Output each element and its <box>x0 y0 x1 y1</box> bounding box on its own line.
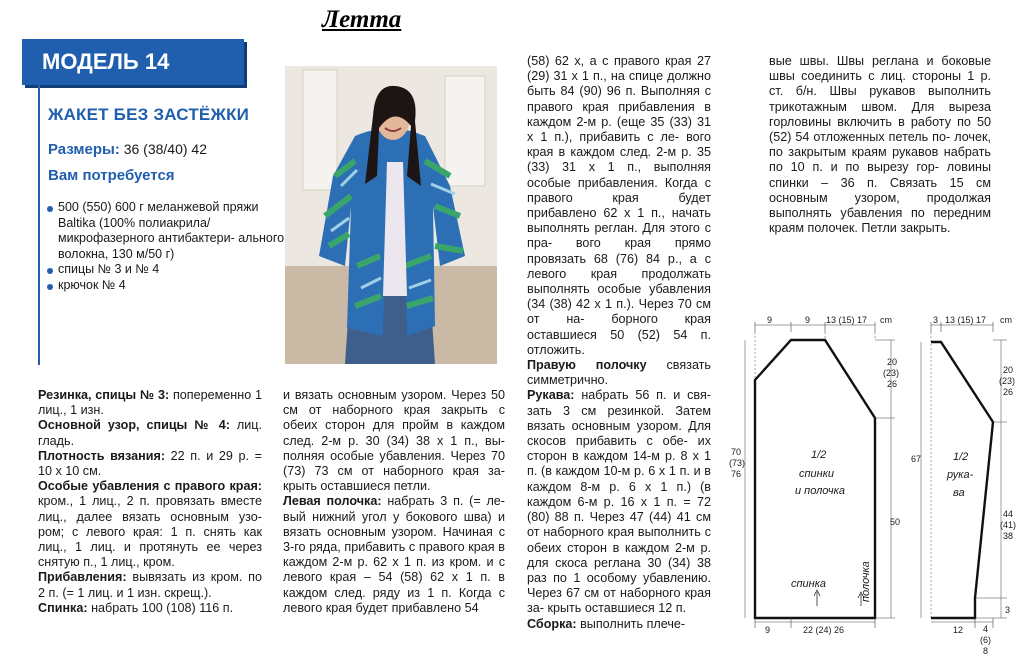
main-pattern-label: Основной узор, спицы № 4: <box>38 418 230 433</box>
increase-text: вывязать из кром. по 2 п. (= 1 лиц. и 1 изн. скрещ.). <box>38 570 262 600</box>
body-right-lower-dim: 50 <box>890 517 901 527</box>
sleeves-paragraph <box>527 388 711 616</box>
body-top-mid-dim: 9 <box>805 315 811 325</box>
decrease-paragraph <box>38 479 262 570</box>
materials-heading: Вам потребуется <box>48 167 175 184</box>
model-photo <box>285 66 497 364</box>
density-text: 22 п. и 29 р. = 10 х 10 см. <box>38 448 262 479</box>
body-piece-label: и полочка <box>795 485 845 497</box>
material-item: 500 (550) 600 г меланжевой пряжи Baltika (100% полиакрила/ микрофазерного антибактери- ального волокна, 130 м/50 г) <box>46 200 286 262</box>
sleeve-unit: cm <box>1000 315 1012 325</box>
sleeve-piece-label: ва <box>953 487 965 499</box>
material-item: спицы № 3 и № 4 <box>46 262 286 278</box>
text-column-1 <box>38 388 262 616</box>
assembly-text: выполнить плече- <box>580 616 686 631</box>
sleeve-piece-label: 1/2 <box>953 451 969 463</box>
increase-label: Прибавления: <box>38 570 127 585</box>
left-front-label: Левая полочка: <box>283 494 382 509</box>
body-left-total-dim: 70 <box>731 447 742 457</box>
main-pattern-paragraph <box>38 418 262 448</box>
sizes-label: Размеры: <box>48 141 120 158</box>
sleeve-bottom-right-dim: 4 <box>983 624 989 634</box>
body-piece-label: 1/2 <box>811 449 827 461</box>
sleeve-piece-label: рука- <box>947 469 974 481</box>
body-right-upper-dim: (23) <box>883 368 900 378</box>
sleeve-right-upper-dim: 26 <box>1003 387 1014 397</box>
sleeve-right-mid-dim: (41) <box>1000 520 1017 530</box>
body-piece-label: спинки <box>799 468 835 480</box>
body-right-upper-dim: 20 <box>887 357 898 367</box>
back-continued-paragraph: и вязать основным узором. Через 50 см от наборного края закрыть с обеих сторон для пройм в каждом след. 2-м р. 30 (34) 38 х 1 п., вы- полняя особые убавления. Через 70 (73) 73 см от наборного края за- крыть оставшиеся петли. <box>283 388 505 494</box>
watermark-title: Летта <box>322 6 402 33</box>
model-header: МОДЕЛЬ 14 <box>22 39 244 85</box>
sleeve-bottom-left-dim: 12 <box>953 625 964 635</box>
main-pattern-text: лиц. гладь. <box>38 418 263 448</box>
back-label: Спинка: <box>38 600 88 615</box>
left-front-text: набрать 3 п. (= ле- вый нижний угол у бокового шва) и вязать основным узором. Начиная с 3-го ряда, прибавить с правого края в каждом 2-м р. 62 х 1 п. из кром. и с левого края – 54 (58) 62 х 1 п. в каждом след. ряду из 1 п. Когда с левого края будет прибавлено 54 <box>283 494 505 615</box>
sleeve-top-right-dim: 13 (15) 17 <box>945 315 987 325</box>
decrease-text: кром., 1 лиц., 2 п. провязать вместе лиц., далее вязать основным узо- ром; с левого края: 1 п. снять как лиц., 1 лиц. и протянуть ее через снятую п., 1 лиц., кром. <box>38 494 262 570</box>
body-bottom-left-dim: 9 <box>765 625 771 635</box>
body-schematic <box>729 315 900 635</box>
rib-label: Резинка, спицы № 3: <box>38 388 170 402</box>
right-front-text: связать симметрично. <box>527 358 711 388</box>
pattern-title: ЖАКЕТ БЕЗ ЗАСТЁЖКИ <box>48 105 250 124</box>
rib-paragraph <box>38 388 262 418</box>
assembly-paragraph <box>527 617 711 632</box>
decrease-label: Особые убавления с правого края: <box>38 479 262 494</box>
body-top-left-dim: 9 <box>767 315 773 325</box>
body-left-total-dim: (73) <box>729 458 746 468</box>
right-front-paragraph <box>527 358 711 388</box>
sleeve-right-bottom-dim: 3 <box>1005 605 1011 615</box>
body-top-right-dim: 13 (15) 17 <box>826 315 868 325</box>
material-item: крючок № 4 <box>46 278 286 294</box>
sleeve-right-mid-dim: 44 <box>1003 509 1014 519</box>
sleeve-schematic <box>911 315 1016 656</box>
text-column-2 <box>283 388 505 616</box>
right-front-label: Правую полочку <box>527 358 647 373</box>
back-piece-label: спинка <box>791 578 827 590</box>
body-unit: cm <box>880 315 892 325</box>
sleeves-label: Рукава: <box>527 388 575 403</box>
text-column-3 <box>527 54 711 632</box>
sleeves-text: набрать 56 п. и свя- зать 3 см резинкой. Затем вязать основным узором. Для скосов прибавить с обе- их сторон в каждом 14-м р. 8 х 1 п. (в каждом 10-м р. 6 х 1 п. и в каждом 8-м р. 6 х 1 п.) (в каждом 6-м р. 16 х 1 п. = 72 (80) 88 п. Через 47 (44) 41 см от наборного края выполнить с обеих сторон в каждом 2-м р. для скоса реглана 30 (34) 38 раз по 1 особому убавлению. Через 67 см от наборного края за- крыть оставшиеся 12 п. <box>527 388 711 616</box>
back-text: набрать 100 (108) 116 п. <box>91 600 234 615</box>
sleeve-left-total-dim: 67 <box>911 454 922 464</box>
front-piece-label: полочка <box>860 561 872 602</box>
pattern-schematic <box>725 310 1024 663</box>
density-label: Плотность вязания: <box>38 448 166 463</box>
sizes-value: 36 (38/40) 42 <box>123 141 208 157</box>
back-paragraph <box>38 601 262 616</box>
text-column-4 <box>769 54 991 236</box>
assembly-continued-paragraph: вые швы. Швы реглана и боковые швы соединить с лиц. стороны 1 р. ст. б/н. Швы рукавов выполнить трикотажным швом. Для выреза горловины включить в работу по 50 (52) 54 отложенных петель по- лочек, по закрытым краям рукавов набрать по 10 п. и по вырезу гор- ловины спинки – 36 п. Связать 15 см основным узором, продолжая выполнять убавления по передним краям полочек. Петли закрыть. <box>769 54 991 236</box>
sleeve-bottom-right-dim: 8 <box>983 646 989 656</box>
sleeve-bottom-right-dim: (6) <box>980 635 991 645</box>
left-front-continued-paragraph: (58) 62 х, а с правого края 27 (29) 31 х 1 п., на спице должно быть 84 (90) 96 п. Выполняя с правого края прибавления в каждом 2-м р. (еще 35 (33) 31 х 1 п.), прибавить с ле- вого края в каждом след. 2-м р. 35 (33) 31 х 1 п., выполняя особые прибавления. Когда с правого края будет прибавлено 62 х 1 п., начать выполнять реглан. Для этого с пра- вого края прямо провязать 68 (76) 84 р., а с левого края продолжать выполнять особые убавления (34 (38) 42 х 1 п.). Через 70 см от на- борного края оставшиеся 50 (52) 54 п. отложить. <box>527 54 711 357</box>
sleeve-right-mid-dim: 38 <box>1003 531 1014 541</box>
sleeve-right-upper-dim: (23) <box>999 376 1016 386</box>
materials-list <box>46 200 286 293</box>
left-front-paragraph <box>283 494 505 616</box>
increase-paragraph <box>38 570 262 600</box>
body-right-upper-dim: 26 <box>887 379 898 389</box>
density-paragraph <box>38 449 262 479</box>
body-bottom-right-dim: 22 (24) 26 <box>803 625 845 635</box>
sleeve-right-upper-dim: 20 <box>1003 365 1014 375</box>
rib-text: попеременно 1 лиц., 1 изн. <box>38 388 262 418</box>
assembly-label: Сборка: <box>527 616 577 631</box>
sleeve-top-left-dim: 3 <box>933 315 939 325</box>
model-photo-illustration <box>285 66 497 364</box>
sizes-line <box>48 141 207 158</box>
body-left-total-dim: 76 <box>731 469 742 479</box>
